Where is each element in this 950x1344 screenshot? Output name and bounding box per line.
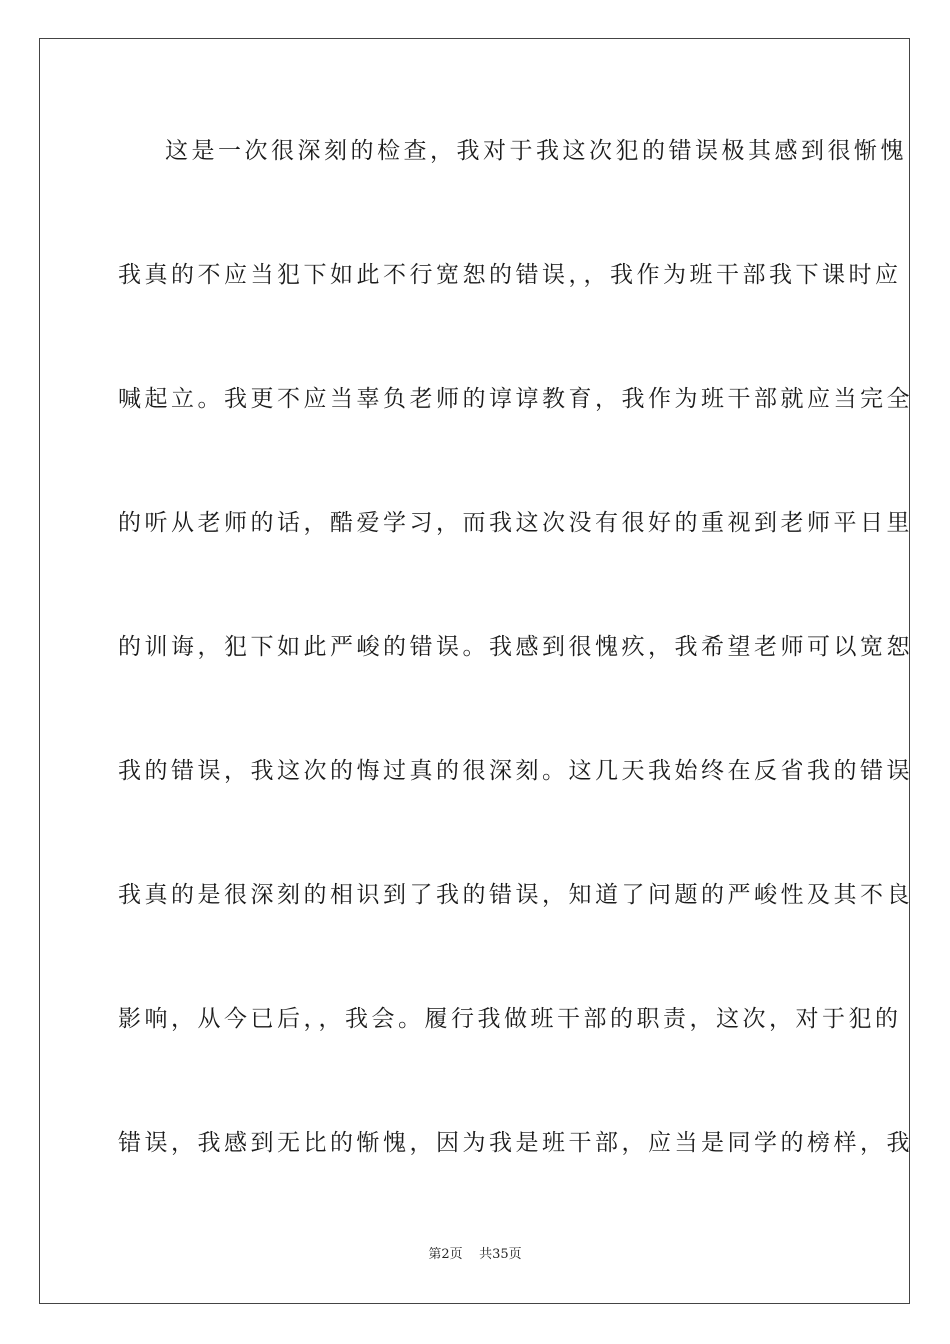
paragraph-line: 我真的不应当犯下如此不行宽恕的错误，，我作为班干部我下课时应 [118,262,902,288]
paragraph-line: 这是一次很深刻的检查，我对于我这次犯的错误极其感到很惭愧 [165,138,907,164]
paragraph-line: 错误，我感到无比的惭愧，因为我是班干部，应当是同学的榜样，我 [118,1130,913,1156]
paragraph-line: 我真的是很深刻的相识到了我的错误，知道了问题的严峻性及其不良 [118,882,913,908]
paragraph-line: 的听从老师的话，酷爱学习，而我这次没有很好的重视到老师平日里 [118,510,913,536]
document-body [118,126,913,1242]
page-number-footer: 第2页 共35页 [428,1247,522,1262]
paragraph-line: 的训诲，犯下如此严峻的错误。我感到很愧疚，我希望老师可以宽恕 [118,634,913,660]
paragraph-line: 我的错误，我这次的悔过真的很深刻。这几天我始终在反省我的错误 [118,758,913,784]
paragraph-line: 喊起立。我更不应当辜负老师的谆谆教育，我作为班干部就应当完全 [118,386,913,412]
paragraph-line: 影响，从今已后，，我会。履行我做班干部的职责，这次，对于犯的 [118,1006,902,1032]
